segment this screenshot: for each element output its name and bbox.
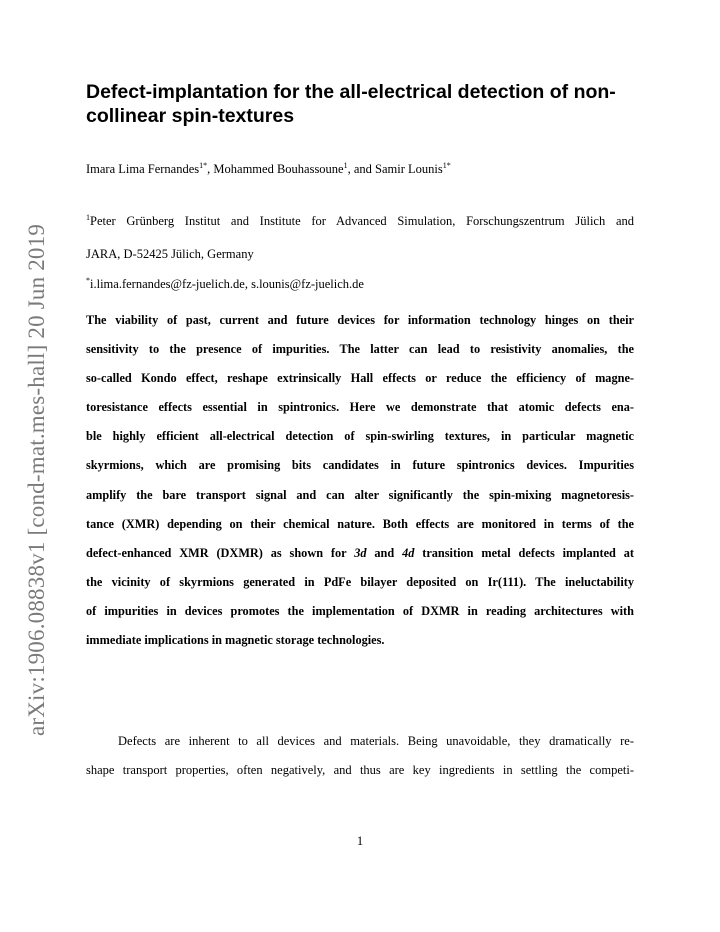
abstract-term-4d: 4d <box>402 545 415 560</box>
author-1-affil: 1* <box>199 161 208 170</box>
author-2: , Mohammed Bouhassoune <box>207 162 344 176</box>
abstract-line: the vicinity of skyrmions generated in PdFe bilayer deposited on Ir(111). The ineluctability <box>86 574 634 589</box>
abstract-line-9-post: transition metal defects implanted at <box>414 545 634 560</box>
abstract-line: tance (XMR) depending on their chemical nature. Both effects are monitored in terms of the <box>86 516 634 531</box>
abstract-line: skyrmions, which are promising bits candidates in future spintronics devices. Impurities <box>86 458 634 473</box>
author-1: Imara Lima Fernandes <box>86 162 200 176</box>
author-3: , and Samir Lounis <box>347 162 443 176</box>
paper-title <box>86 80 646 128</box>
abstract-line-9-mid: and <box>366 545 403 560</box>
affiliation <box>86 205 634 271</box>
affiliation-marker: 1 <box>86 213 90 222</box>
page-number: 1 <box>356 834 364 848</box>
affiliation-line-1 <box>86 205 634 238</box>
author-3-affil: 1* <box>442 161 451 170</box>
body-line: Defects are inherent to all devices and materials. Being unavoidable, they dramatically re- <box>118 734 634 748</box>
abstract-line: amplify the bare transport signal and can alter significantly the spin-mixing magnetoresis- <box>86 487 634 502</box>
author-list <box>86 160 646 178</box>
abstract <box>86 306 634 655</box>
abstract-term-3d: 3d <box>354 545 367 560</box>
abstract-line: so-called Kondo effect, reshape extrinsically Hall effects or reduce the efficiency of magne- <box>86 371 634 386</box>
abstract-line: sensitivity to the presence of impurities. The latter can lead to resistivity anomalies, the <box>86 342 634 357</box>
contact-emails <box>86 275 634 293</box>
author-2-affil: 1 <box>343 161 348 170</box>
email-text: i.lima.fernandes@fz-juelich.de, s.lounis@fz-juelich.de <box>90 277 364 291</box>
arxiv-sidebar <box>17 200 57 760</box>
body-paragraph <box>86 727 634 785</box>
arxiv-identifier: arXiv:1906.08838v1 [cond-mat.mes-hall] 20 Jun 2019 <box>24 223 49 737</box>
abstract-line: The viability of past, current and future devices for information technology hinges on their <box>86 313 634 327</box>
affiliation-text-1: Peter Grünberg Institut and Institute for Advanced Simulation, Forschungszentrum Jülich and <box>90 214 634 228</box>
abstract-line: of impurities in devices promotes the implementation of DXMR in reading architectures with <box>86 603 634 618</box>
abstract-line-9-pre: defect-enhanced XMR (DXMR) as shown for <box>86 545 355 560</box>
abstract-line: toresistance effects essential in spintronics. Here we demonstrate that atomic defects ena- <box>86 400 634 415</box>
affiliation-line-2: JARA, D-52425 Jülich, Germany <box>86 247 254 261</box>
abstract-line-9 <box>86 539 634 568</box>
email-marker: * <box>86 276 90 285</box>
abstract-line: immediate implications in magnetic storage technologies. <box>86 633 385 648</box>
body-line: shape transport properties, often negatively, and thus are key ingredients in settling the competi- <box>86 763 634 777</box>
title-line-1: Defect-implantation for the all-electrical detection of non- <box>86 81 616 103</box>
title-line-2: collinear spin-textures <box>86 105 295 127</box>
abstract-line: ble highly efficient all-electrical detection of spin-swirling textures, in particular magnetic <box>86 429 634 444</box>
